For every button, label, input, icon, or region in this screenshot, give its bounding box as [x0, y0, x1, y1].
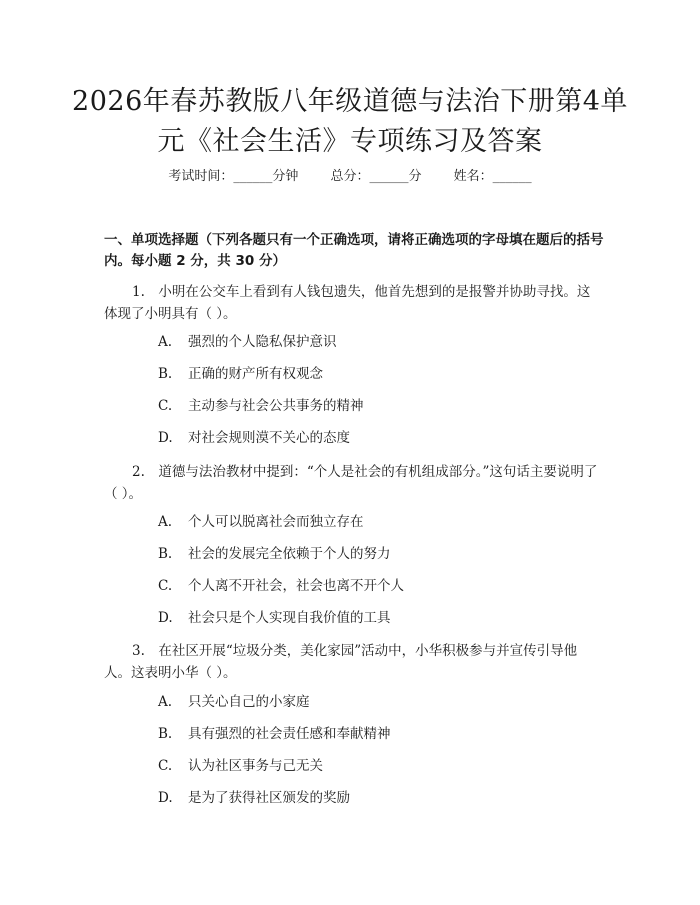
question-3-option-a	[158, 693, 598, 711]
exam-score-field: 总分：______分	[330, 169, 422, 184]
document-title: 2026年春苏教版八年级道德与法治下册第4单元《社会生活》专项练习及答案	[72, 86, 628, 157]
option-letter: A.	[158, 334, 173, 350]
option-text: 正确的财产所有权观念	[188, 366, 323, 382]
option-letter: D.	[158, 610, 173, 626]
option-text: 认为社区事务与己无关	[188, 758, 323, 774]
question-3-stem: 3. 在社区开展“垃圾分类，美化家园”活动中，小华积极参与并宣传引导他人。这表明小华（ ）。	[104, 643, 578, 681]
question-1-option-a	[158, 333, 598, 351]
option-text: 社会只是个人实现自我价值的工具	[188, 610, 391, 626]
question-2-option-a	[158, 513, 598, 531]
question-1-option-b	[158, 365, 598, 383]
question-2-option-b	[158, 545, 598, 563]
question-1-option-d	[158, 429, 598, 447]
question-3-option-d	[158, 789, 598, 807]
option-text: 对社会规则漠不关心的态度	[188, 430, 350, 446]
question-1-stem: 1. 小明在公交车上看到有人钱包遗失，他首先想到的是报警并协助寻找。这体现了小明具有（ ）。	[104, 284, 591, 322]
option-text: 具有强烈的社会责任感和奉献精神	[188, 726, 391, 742]
option-text: 个人离不开社会，社会也离不开个人	[188, 578, 404, 594]
exam-info	[0, 168, 700, 186]
option-letter: D.	[158, 790, 173, 806]
option-text: 社会的发展完全依赖于个人的努力	[188, 546, 391, 562]
option-text: 强烈的个人隐私保护意识	[188, 334, 337, 350]
question-3-option-c	[158, 757, 598, 775]
question-2-option-c	[158, 577, 598, 595]
option-letter: B.	[158, 366, 173, 382]
option-text: 只关心自己的小家庭	[188, 694, 310, 710]
student-name-field: 姓名：______	[453, 169, 532, 184]
section-heading: 一、单项选择题（下列各题只有一个正确选项，请将正确选项的字母填在题后的括号内。每小题 2 分，共 30 分）	[104, 232, 604, 269]
option-letter: B.	[158, 726, 173, 742]
option-letter: B.	[158, 546, 173, 562]
option-letter: C.	[158, 398, 173, 414]
option-letter: A.	[158, 694, 173, 710]
option-letter: C.	[158, 758, 173, 774]
option-letter: A.	[158, 514, 173, 530]
question-3-option-b	[158, 725, 598, 743]
option-text: 个人可以脱离社会而独立存在	[188, 514, 364, 530]
exam-time-field: 考试时间：______分钟	[168, 169, 299, 184]
option-letter: C.	[158, 578, 173, 594]
option-letter: D.	[158, 430, 173, 446]
question-2-option-d	[158, 609, 598, 627]
option-text: 是为了获得社区颁发的奖励	[188, 790, 350, 806]
question-2-stem: 2. 道德与法治教材中提到：“个人是社会的有机组成部分。”这句话主要说明了（ ）。	[104, 464, 598, 502]
option-text: 主动参与社会公共事务的精神	[188, 398, 364, 414]
question-1-option-c	[158, 397, 598, 415]
